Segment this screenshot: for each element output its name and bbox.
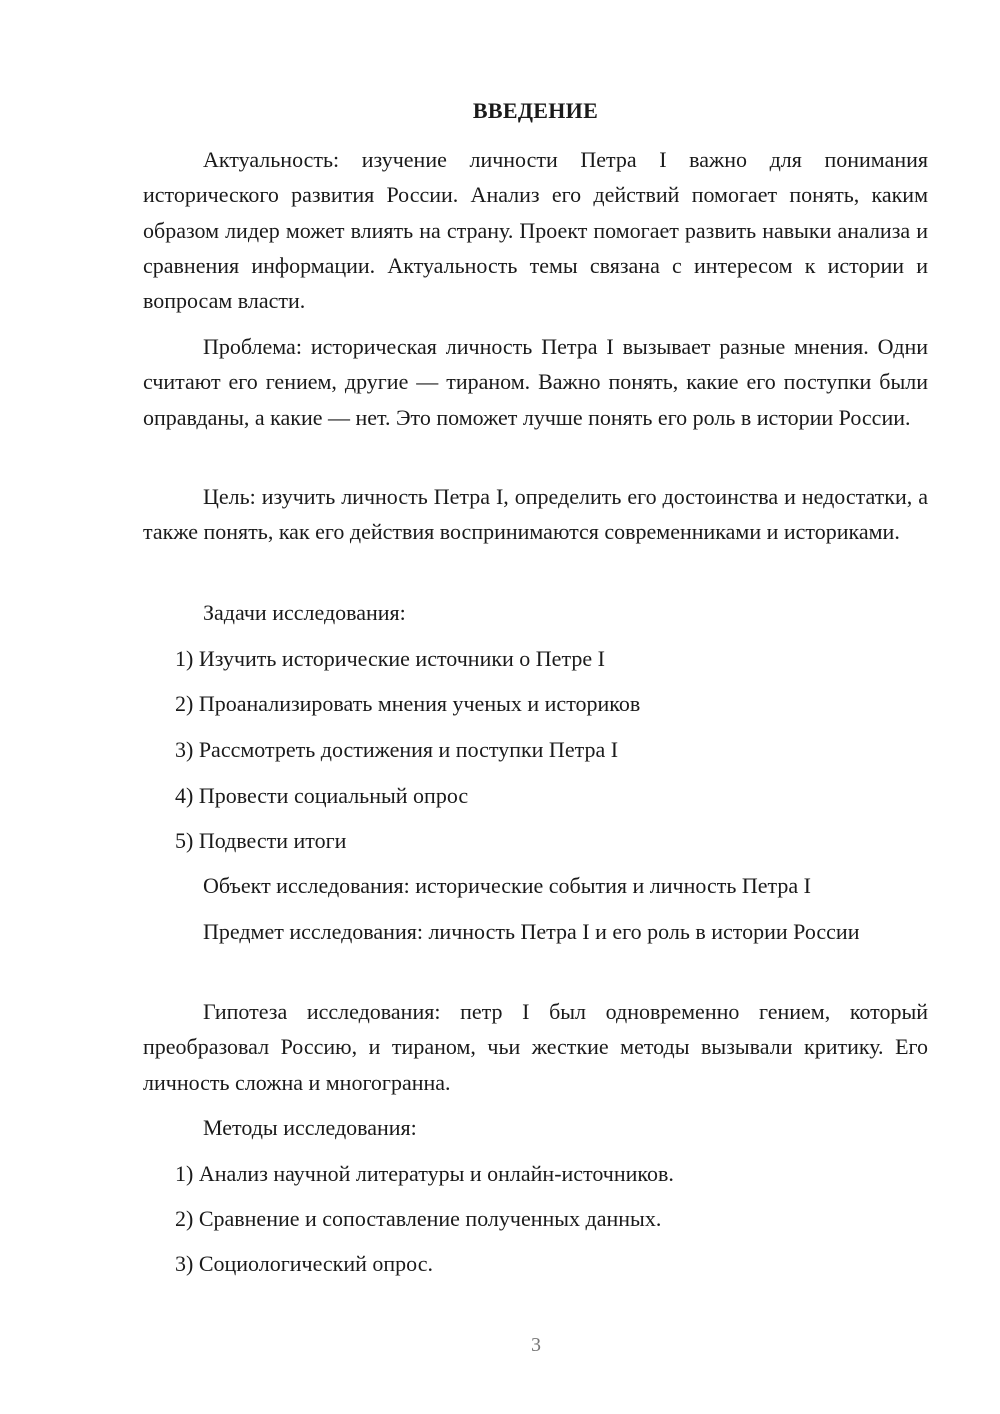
method-item: 1) Анализ научной литературы и онлайн-источников.	[175, 1161, 674, 1186]
research-object: Объект исследования: исторические события и личность Петра I	[203, 873, 811, 898]
tasks-title: Задачи исследования:	[203, 600, 406, 625]
task-item: 1) Изучить исторические источники о Петре I	[175, 646, 605, 671]
method-item: 2) Сравнение и сопоставление полученных данных.	[175, 1206, 662, 1231]
problem-paragraph: Проблема: историческая личность Петра I вызывает разные мнения. Одни считают его гением, другие — тираном. Важно понять, какие его поступки были оправданы, а какие — нет. Это поможет лучше понять его роль в истории России.	[143, 334, 928, 430]
section-heading: ВВЕДЕНИЕ	[472, 98, 599, 123]
goal-paragraph: Цель: изучить личность Петра I, определить его достоинства и недостатки, а также понять, как его действия воспринимаются современниками и историками.	[143, 484, 928, 545]
task-item: 3) Рассмотреть достижения и поступки Петра I	[175, 737, 619, 762]
relevance-paragraph: Актуальность: изучение личности Петра I важно для понимания исторического развития России. Анализ его действий помогает понять, каким образом лидер может влиять на страну. Проект помогает развить навыки анализа и сравнения информации. Актуальность темы связана с интересом к истории и вопросам власти.	[143, 147, 928, 314]
task-item: 2) Проанализировать мнения ученых и историков	[175, 691, 641, 716]
hypothesis-paragraph: Гипотеза исследования: петр I был одновременно гением, который преобразовал Россию, и тираном, чьи жесткие методы вызывали критику. Его личность сложна и многогранна.	[143, 999, 928, 1095]
research-subject: Предмет исследования: личность Петра I и его роль в истории России	[203, 919, 860, 944]
page-number: 3	[531, 1334, 541, 1356]
methods-title: Методы исследования:	[203, 1115, 417, 1140]
task-item: 4) Провести социальный опрос	[175, 783, 469, 808]
method-item: 3) Социологический опрос.	[175, 1251, 433, 1276]
task-item: 5) Подвести итоги	[175, 828, 347, 853]
